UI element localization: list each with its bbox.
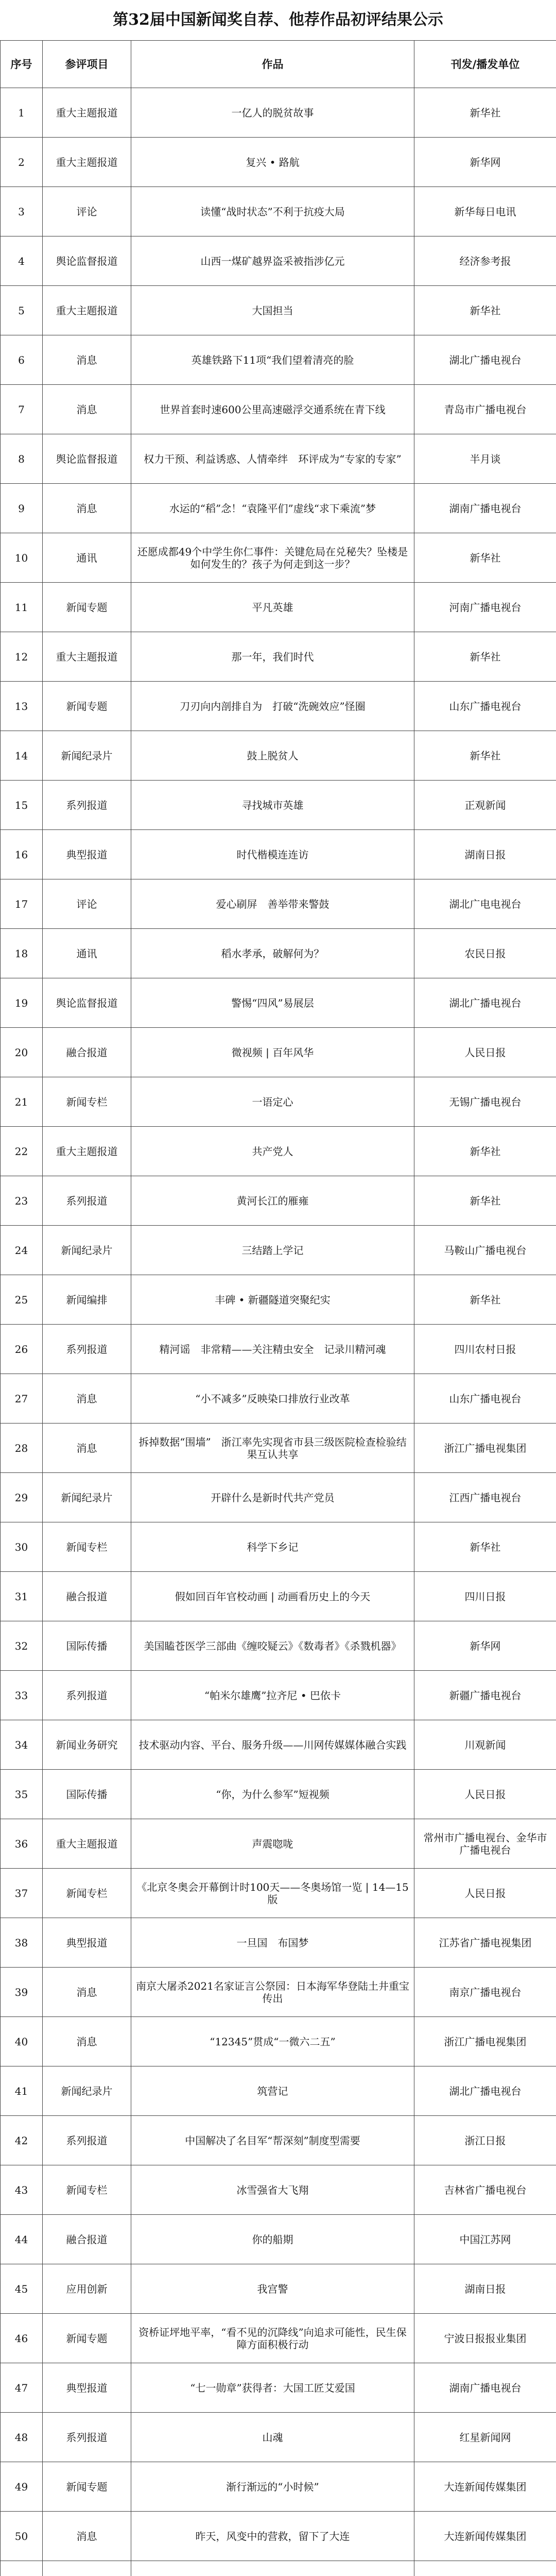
table-row bbox=[1, 1869, 556, 1918]
main-results-table bbox=[0, 40, 556, 2576]
cell-no: 29 bbox=[1, 1473, 43, 1522]
cell-no: 23 bbox=[1, 1176, 43, 1226]
cell-item: 新闻专题 bbox=[43, 583, 131, 632]
table-row bbox=[1, 1968, 556, 2017]
cell-item: 新闻纪录片 bbox=[43, 731, 131, 781]
cell-work: 中国解决了名目军“帮深刻”制度型需要 bbox=[131, 2116, 414, 2165]
cell-item: 新闻编排 bbox=[43, 1275, 131, 1325]
cell-work: 读懂“战时状态”不利于抗疫大局 bbox=[131, 187, 414, 236]
cell-item: 舆论监督报道 bbox=[43, 978, 131, 1028]
cell-work: 还愿成都49个中学生你仁事件：关键危局在兑秘失？坠楼是如何发生的？孩子为何走到这一步？ bbox=[131, 533, 414, 583]
table-row bbox=[1, 1621, 556, 1671]
cell-pub: 湖北广电电视台 bbox=[414, 879, 556, 929]
cell-work: “你，为什么参军”短视频 bbox=[131, 1770, 414, 1819]
cell-work: “12345”贯成“一微六二五” bbox=[131, 2017, 414, 2066]
cell-item: 重大主题报道 bbox=[43, 1127, 131, 1176]
cell-work: 昨天，风变中的营救，留下了大连 bbox=[131, 2512, 414, 2561]
cell-work: 刀刃向内剖排自为 打破“洗碗效应”怪圈 bbox=[131, 682, 414, 731]
cell-no: 40 bbox=[1, 2017, 43, 2066]
cell-item: 消息 bbox=[43, 335, 131, 385]
cell-work: 假如回百年官校动画 | 动画看历史上的今天 bbox=[131, 1572, 414, 1621]
table-row bbox=[1, 731, 556, 781]
cell-work: 美国瞌苍医学三部曲《缠咬疑云》《数毒者》《杀戮机器》 bbox=[131, 1621, 414, 1671]
cell-pub: 中国江苏网 bbox=[414, 2215, 556, 2264]
table-header-row bbox=[1, 41, 556, 88]
table-row bbox=[1, 1176, 556, 1226]
cell-no: 45 bbox=[1, 2264, 43, 2314]
table-row bbox=[1, 286, 556, 335]
cell-pub: 浙江广播电视集团 bbox=[414, 1423, 556, 1473]
cell-item: 新闻专题 bbox=[43, 2314, 131, 2363]
cell-no: 32 bbox=[1, 1621, 43, 1671]
cell-item: 重大主题报道 bbox=[43, 1819, 131, 1869]
cell-no: 5 bbox=[1, 286, 43, 335]
cell-no: 14 bbox=[1, 731, 43, 781]
cell-work: “帕米尔雄鹰”拉齐尼 • 巴依卡 bbox=[131, 1671, 414, 1720]
table-row bbox=[1, 88, 556, 138]
table-row bbox=[1, 2314, 556, 2363]
table-row bbox=[1, 929, 556, 978]
cell-work: 科学下乡记 bbox=[131, 1522, 414, 1572]
table-row bbox=[1, 830, 556, 879]
cell-work: 丰碑 • 新疆隧道突聚纪实 bbox=[131, 1275, 414, 1325]
table-row bbox=[1, 1522, 556, 1572]
cell-item: 新闻纪录片 bbox=[43, 1473, 131, 1522]
cell-work: 开辟什么是新时代共产党员 bbox=[131, 1473, 414, 1522]
cell-pub: 人民日报 bbox=[414, 1869, 556, 1918]
cell-work: 复兴 • 路航 bbox=[131, 138, 414, 187]
cell-no: 1 bbox=[1, 88, 43, 138]
cell-work: 拆掉数据“围墙” 浙江率先实现省市县三级医院检查检验结果互认共享 bbox=[131, 1423, 414, 1473]
cell-item: 新闻专栏 bbox=[43, 2165, 131, 2215]
table-row bbox=[1, 2017, 556, 2066]
cell-no: 33 bbox=[1, 1671, 43, 1720]
cell-pub: 浙江日报 bbox=[414, 2116, 556, 2165]
cell-item: 舆论监督报道 bbox=[43, 434, 131, 484]
cell-item: 新闻专栏 bbox=[43, 1077, 131, 1127]
cell-work: “小不减多”反映染口排放行业改革 bbox=[131, 1374, 414, 1423]
cell-pub: 无锡广播电视台 bbox=[414, 1077, 556, 1127]
cell-item: 新闻纪录片 bbox=[43, 2066, 131, 2116]
cell-no: 20 bbox=[1, 1028, 43, 1077]
cell-no: 18 bbox=[1, 929, 43, 978]
cell-work: 声震唿咙 bbox=[131, 1819, 414, 1869]
cell-work: 鼓上脱贫人 bbox=[131, 731, 414, 781]
table-row bbox=[1, 2512, 556, 2561]
header-pub: 刊发/播发单位 bbox=[414, 41, 556, 88]
cell-work: 筑营记 bbox=[131, 2066, 414, 2116]
cell-pub: 湖南日报 bbox=[414, 830, 556, 879]
table-row bbox=[1, 2462, 556, 2512]
cell-item: 典型报道 bbox=[43, 1918, 131, 1968]
table-row bbox=[1, 385, 556, 434]
cell-no: 3 bbox=[1, 187, 43, 236]
cell-no bbox=[1, 2561, 43, 2576]
cell-item: 新闻纪录片 bbox=[43, 1226, 131, 1275]
cell-pub: 江西广播电视台 bbox=[414, 1473, 556, 1522]
cell-pub: 红星新闻网 bbox=[414, 2413, 556, 2462]
cell-item: 新闻业务研究 bbox=[43, 1720, 131, 1770]
cell-pub: 新华社 bbox=[414, 533, 556, 583]
cell-no: 36 bbox=[1, 1819, 43, 1869]
cell-item: 新闻专栏 bbox=[43, 1522, 131, 1572]
cell-work: 微视频 | 百年风华 bbox=[131, 1028, 414, 1077]
cell-no: 35 bbox=[1, 1770, 43, 1819]
cell-pub: 四川日报 bbox=[414, 1572, 556, 1621]
cell-no: 50 bbox=[1, 2512, 43, 2561]
cell-item: 系列报道 bbox=[43, 1325, 131, 1374]
cell-no: 48 bbox=[1, 2413, 43, 2462]
cell-pub: 大连新闻传媒集团 bbox=[414, 2462, 556, 2512]
cell-no: 26 bbox=[1, 1325, 43, 1374]
cell-pub: 马鞍山广播电视台 bbox=[414, 1226, 556, 1275]
cell-work: 共产党人 bbox=[131, 1127, 414, 1176]
cell-no: 38 bbox=[1, 1918, 43, 1968]
cell-item: 融合报道 bbox=[43, 2215, 131, 2264]
cell-no: 30 bbox=[1, 1522, 43, 1572]
cell-no: 4 bbox=[1, 236, 43, 286]
cell-pub: 正观新闻 bbox=[414, 781, 556, 830]
cell-pub: 吉林省广播电视台 bbox=[414, 2165, 556, 2215]
table-row bbox=[1, 236, 556, 286]
table-row bbox=[1, 2363, 556, 2413]
cell-work bbox=[131, 2561, 414, 2576]
table-row bbox=[1, 2066, 556, 2116]
cell-no: 12 bbox=[1, 632, 43, 682]
cell-no: 44 bbox=[1, 2215, 43, 2264]
cell-pub: 青岛市广播电视台 bbox=[414, 385, 556, 434]
cell-pub: 常州市广播电视台、金华市广播电视台 bbox=[414, 1819, 556, 1869]
table-row bbox=[1, 2413, 556, 2462]
cell-item: 评论 bbox=[43, 879, 131, 929]
table-row bbox=[1, 1572, 556, 1621]
cell-pub: 湖南广播电视台 bbox=[414, 484, 556, 533]
cell-work: 南京大屠杀2021名家证言公祭园：日本海军华登陆土井重宝传出 bbox=[131, 1968, 414, 2017]
table-row bbox=[1, 2561, 556, 2576]
cell-pub: 大连新闻传媒集团 bbox=[414, 2512, 556, 2561]
cell-work: 水运的“稻”念！“袁隆平们”虚线“求下乘流”梦 bbox=[131, 484, 414, 533]
cell-work: 《北京冬奥会开幕倒计时100天——冬奥场馆一览 | 14—15版 bbox=[131, 1869, 414, 1918]
cell-item: 舆论监督报道 bbox=[43, 236, 131, 286]
cell-item: 国际传播 bbox=[43, 1621, 131, 1671]
cell-no: 25 bbox=[1, 1275, 43, 1325]
cell-pub bbox=[414, 2561, 556, 2576]
cell-item: 国际传播 bbox=[43, 1770, 131, 1819]
table-row bbox=[1, 879, 556, 929]
cell-no: 17 bbox=[1, 879, 43, 929]
cell-pub: 半月谈 bbox=[414, 434, 556, 484]
cell-pub: 新华社 bbox=[414, 632, 556, 682]
cell-pub: 新华社 bbox=[414, 1522, 556, 1572]
cell-item: 通讯 bbox=[43, 929, 131, 978]
cell-work: 冰雪强省大飞翔 bbox=[131, 2165, 414, 2215]
table-row bbox=[1, 138, 556, 187]
cell-pub: 山东广播电视台 bbox=[414, 682, 556, 731]
cell-no: 19 bbox=[1, 978, 43, 1028]
cell-pub: 新华网 bbox=[414, 1621, 556, 1671]
cell-no: 49 bbox=[1, 2462, 43, 2512]
cell-pub: 浙江广播电视集团 bbox=[414, 2017, 556, 2066]
table-row bbox=[1, 335, 556, 385]
cell-work: 你的船期 bbox=[131, 2215, 414, 2264]
cell-item: 消息 bbox=[43, 2017, 131, 2066]
cell-pub: 川观新闻 bbox=[414, 1720, 556, 1770]
cell-item: 消息 bbox=[43, 2512, 131, 2561]
cell-no: 37 bbox=[1, 1869, 43, 1918]
cell-pub: 南京广播电视台 bbox=[414, 1968, 556, 2017]
cell-pub: 新疆广播电视台 bbox=[414, 1671, 556, 1720]
table-row bbox=[1, 1127, 556, 1176]
cell-no: 28 bbox=[1, 1423, 43, 1473]
cell-no: 10 bbox=[1, 533, 43, 583]
cell-item: 融合报道 bbox=[43, 1572, 131, 1621]
cell-no: 9 bbox=[1, 484, 43, 533]
cell-work: 山魂 bbox=[131, 2413, 414, 2462]
table-row bbox=[1, 1275, 556, 1325]
cell-item: 重大主题报道 bbox=[43, 88, 131, 138]
cell-item bbox=[43, 2561, 131, 2576]
cell-pub: 湖北广播电视台 bbox=[414, 2066, 556, 2116]
cell-no: 21 bbox=[1, 1077, 43, 1127]
document-title: 第32届中国新闻奖自荐、他荐作品初评结果公示 bbox=[113, 11, 443, 29]
table-row bbox=[1, 484, 556, 533]
cell-item: 消息 bbox=[43, 484, 131, 533]
cell-item: 消息 bbox=[43, 1374, 131, 1423]
cell-pub: 湖南广播电视台 bbox=[414, 2363, 556, 2413]
cell-no: 43 bbox=[1, 2165, 43, 2215]
cell-work: 三结踏上学记 bbox=[131, 1226, 414, 1275]
cell-item: 典型报道 bbox=[43, 830, 131, 879]
table-row bbox=[1, 1473, 556, 1522]
cell-no: 31 bbox=[1, 1572, 43, 1621]
table-row bbox=[1, 2215, 556, 2264]
header-work: 作品 bbox=[131, 41, 414, 88]
table-row bbox=[1, 1226, 556, 1275]
cell-pub: 新华社 bbox=[414, 1127, 556, 1176]
cell-pub: 新华社 bbox=[414, 731, 556, 781]
cell-no: 8 bbox=[1, 434, 43, 484]
cell-item: 消息 bbox=[43, 385, 131, 434]
cell-no: 2 bbox=[1, 138, 43, 187]
cell-item: 新闻专题 bbox=[43, 2462, 131, 2512]
cell-item: 评论 bbox=[43, 187, 131, 236]
cell-no: 7 bbox=[1, 385, 43, 434]
table-row bbox=[1, 1325, 556, 1374]
cell-no: 13 bbox=[1, 682, 43, 731]
cell-work: 寻找城市英雄 bbox=[131, 781, 414, 830]
table-row bbox=[1, 1918, 556, 1968]
cell-work: 一亿人的脱贫故事 bbox=[131, 88, 414, 138]
cell-pub: 经济参考报 bbox=[414, 236, 556, 286]
cell-no: 16 bbox=[1, 830, 43, 879]
cell-work: 权力干预、利益诱惑、人情牵绊 环评成为“专家的专家” bbox=[131, 434, 414, 484]
table-row bbox=[1, 1077, 556, 1127]
cell-no: 6 bbox=[1, 335, 43, 385]
header-item: 参评项目 bbox=[43, 41, 131, 88]
cell-pub: 新华社 bbox=[414, 1275, 556, 1325]
table-row bbox=[1, 434, 556, 484]
cell-item: 系列报道 bbox=[43, 1176, 131, 1226]
cell-work: 爱心刷屏 善举带来警鼓 bbox=[131, 879, 414, 929]
header-no: 序号 bbox=[1, 41, 43, 88]
table-row bbox=[1, 632, 556, 682]
cell-work: 我宫警 bbox=[131, 2264, 414, 2314]
cell-work: 黄河长江的雁雍 bbox=[131, 1176, 414, 1226]
table-row bbox=[1, 187, 556, 236]
table-row bbox=[1, 781, 556, 830]
cell-pub: 宁波日报报业集团 bbox=[414, 2314, 556, 2363]
cell-pub: 新华社 bbox=[414, 286, 556, 335]
cell-no: 46 bbox=[1, 2314, 43, 2363]
table-row bbox=[1, 2165, 556, 2215]
cell-work: 稻水孝承，破解何为？ bbox=[131, 929, 414, 978]
cell-pub: 农民日报 bbox=[414, 929, 556, 978]
table-row bbox=[1, 682, 556, 731]
cell-no: 34 bbox=[1, 1720, 43, 1770]
table-row bbox=[1, 2116, 556, 2165]
cell-pub: 河南广播电视台 bbox=[414, 583, 556, 632]
cell-work: 大国担当 bbox=[131, 286, 414, 335]
cell-item: 重大主题报道 bbox=[43, 138, 131, 187]
cell-no: 27 bbox=[1, 1374, 43, 1423]
cell-work: 资桥证坪地平率，“看不见的沉降线”向追求可能性，民生保障方面积极行动 bbox=[131, 2314, 414, 2363]
cell-pub: 湖北广播电视台 bbox=[414, 335, 556, 385]
cell-work: 警惕“四风”易展层 bbox=[131, 978, 414, 1028]
cell-work: 时代楷模连连访 bbox=[131, 830, 414, 879]
table-row bbox=[1, 1028, 556, 1077]
cell-item: 重大主题报道 bbox=[43, 286, 131, 335]
cell-work: 那一年，我们时代 bbox=[131, 632, 414, 682]
cell-item: 新闻专题 bbox=[43, 682, 131, 731]
cell-item: 系列报道 bbox=[43, 781, 131, 830]
table-row bbox=[1, 2264, 556, 2314]
cell-item: 消息 bbox=[43, 1968, 131, 2017]
cell-pub: 新华社 bbox=[414, 1176, 556, 1226]
cell-no: 39 bbox=[1, 1968, 43, 2017]
cell-pub: 人民日报 bbox=[414, 1770, 556, 1819]
cell-work: 世界首套时速600公里高速磁浮交通系统在青下线 bbox=[131, 385, 414, 434]
cell-item: 系列报道 bbox=[43, 2413, 131, 2462]
cell-no: 41 bbox=[1, 2066, 43, 2116]
cell-work: 英雄铁路下11项“我们望着清亮的脸 bbox=[131, 335, 414, 385]
cell-item: 系列报道 bbox=[43, 2116, 131, 2165]
cell-no: 47 bbox=[1, 2363, 43, 2413]
cell-no: 42 bbox=[1, 2116, 43, 2165]
table-row bbox=[1, 1374, 556, 1423]
table-row bbox=[1, 1819, 556, 1869]
cell-work: “七一勋章”获得者：大国工匠艾爱国 bbox=[131, 2363, 414, 2413]
cell-pub: 山东广播电视台 bbox=[414, 1374, 556, 1423]
cell-work: 一语定心 bbox=[131, 1077, 414, 1127]
table-row bbox=[1, 1720, 556, 1770]
cell-work: 一旦国 布国梦 bbox=[131, 1918, 414, 1968]
cell-pub: 新华社 bbox=[414, 88, 556, 138]
table-row bbox=[1, 1770, 556, 1819]
cell-pub: 江苏省广播电视集团 bbox=[414, 1918, 556, 1968]
cell-item: 消息 bbox=[43, 1423, 131, 1473]
cell-pub: 四川农村日报 bbox=[414, 1325, 556, 1374]
cell-no: 11 bbox=[1, 583, 43, 632]
cell-work: 技术驱动内容、平台、服务升级——川网传媒媒体融合实践 bbox=[131, 1720, 414, 1770]
cell-pub: 人民日报 bbox=[414, 1028, 556, 1077]
cell-pub: 湖南日报 bbox=[414, 2264, 556, 2314]
cell-pub: 新华网 bbox=[414, 138, 556, 187]
table-row bbox=[1, 1671, 556, 1720]
cell-item: 典型报道 bbox=[43, 2363, 131, 2413]
cell-item: 重大主题报道 bbox=[43, 632, 131, 682]
cell-item: 系列报道 bbox=[43, 1671, 131, 1720]
cell-pub: 新华每日电讯 bbox=[414, 187, 556, 236]
cell-work: 平凡英雄 bbox=[131, 583, 414, 632]
table-row bbox=[1, 533, 556, 583]
cell-work: 山西一煤矿越界盗采被指涉亿元 bbox=[131, 236, 414, 286]
cell-item: 新闻专栏 bbox=[43, 1869, 131, 1918]
cell-item: 应用创新 bbox=[43, 2264, 131, 2314]
table-row bbox=[1, 583, 556, 632]
cell-work: 渐行渐远的“小时候” bbox=[131, 2462, 414, 2512]
cell-item: 通讯 bbox=[43, 533, 131, 583]
cell-no: 15 bbox=[1, 781, 43, 830]
table-row bbox=[1, 978, 556, 1028]
cell-pub: 湖北广播电视台 bbox=[414, 978, 556, 1028]
cell-item: 融合报道 bbox=[43, 1028, 131, 1077]
cell-work: 精河谣 非常精——关注精虫安全 记录川精河魂 bbox=[131, 1325, 414, 1374]
cell-no: 22 bbox=[1, 1127, 43, 1176]
cell-no: 24 bbox=[1, 1226, 43, 1275]
table-row bbox=[1, 1423, 556, 1473]
